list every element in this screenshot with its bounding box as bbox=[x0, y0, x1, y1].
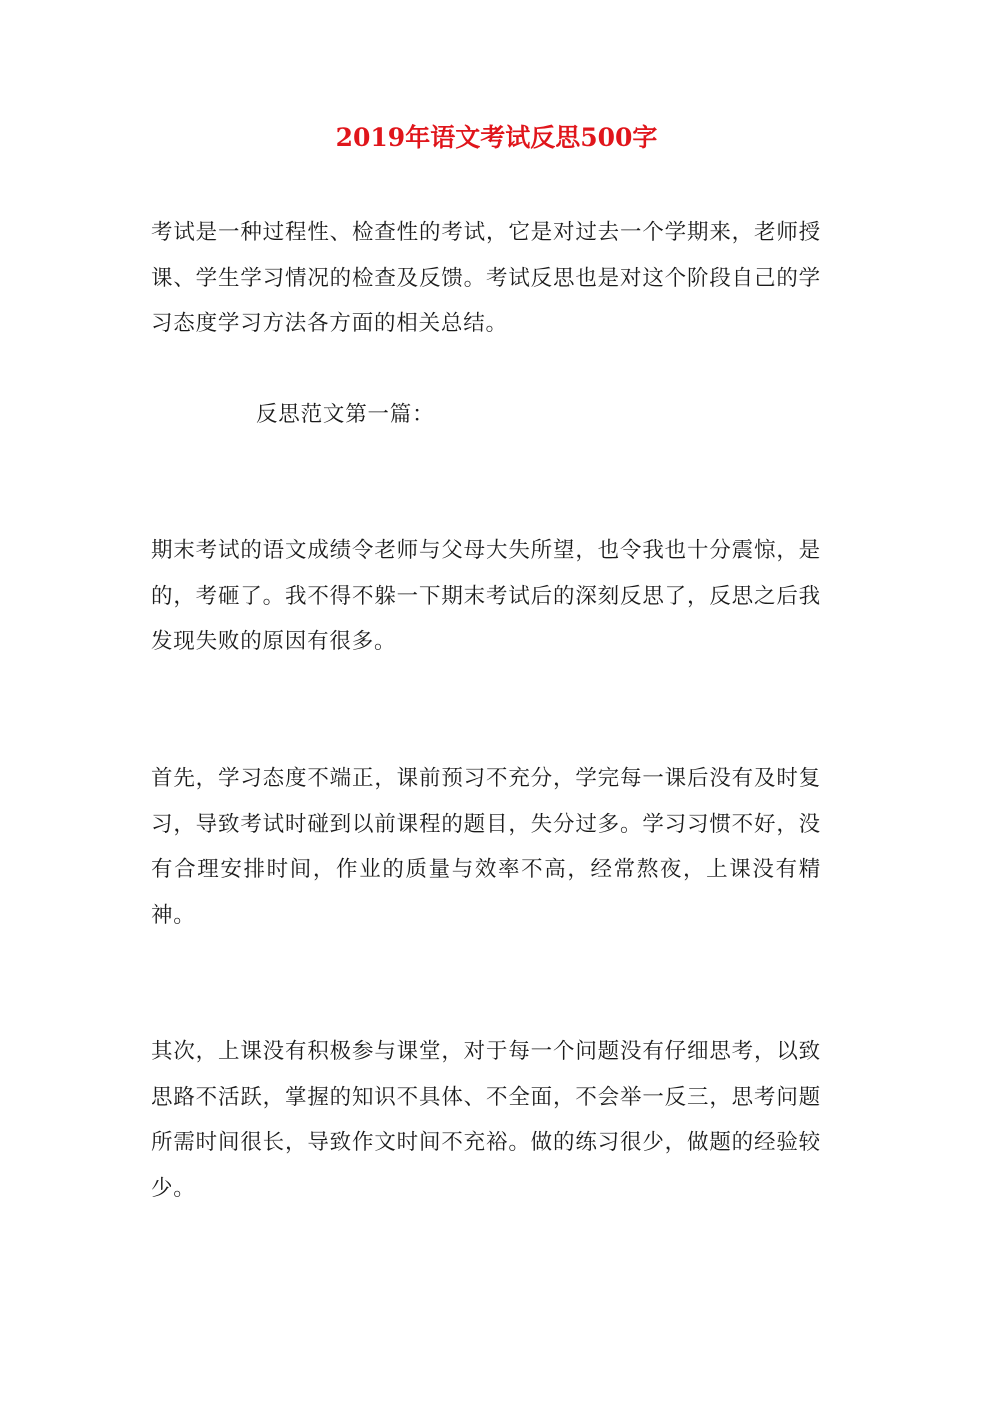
section-heading: 反思范文第一篇： bbox=[256, 402, 435, 427]
body-paragraph: 期末考试的语文成绩令老师与父母大失所望，也令我也十分震惊，是的，考砸了。我不得不躲一下期末考试后的深刻反思了，反思之后我发现失败的原因有很多。 bbox=[151, 538, 821, 654]
body-paragraph: 其次，上课没有积极参与课堂，对于每一个问题没有仔细思考，以致思路不活跃，掌握的知识不具体、不全面，不会举一反三，思考问题所需时间很长，导致作文时间不充裕。做的练习很少，做题的经验较少。 bbox=[151, 1039, 821, 1201]
intro-paragraph: 考试是一种过程性、检查性的考试，它是对过去一个学期来，老师授课、学生学习情况的检查及反馈。考试反思也是对这个阶段自己的学习态度学习方法各方面的相关总结。 bbox=[151, 220, 821, 336]
body-paragraph: 首先，学习态度不端正，课前预习不充分，学完每一课后没有及时复习，导致考试时碰到以前课程的题目，失分过多。学习习惯不好，没有合理安排时间，作业的质量与效率不高，经常熬夜，上课没有精神。 bbox=[151, 766, 821, 928]
document-title: 2019年语文考试反思500字 bbox=[335, 123, 658, 152]
